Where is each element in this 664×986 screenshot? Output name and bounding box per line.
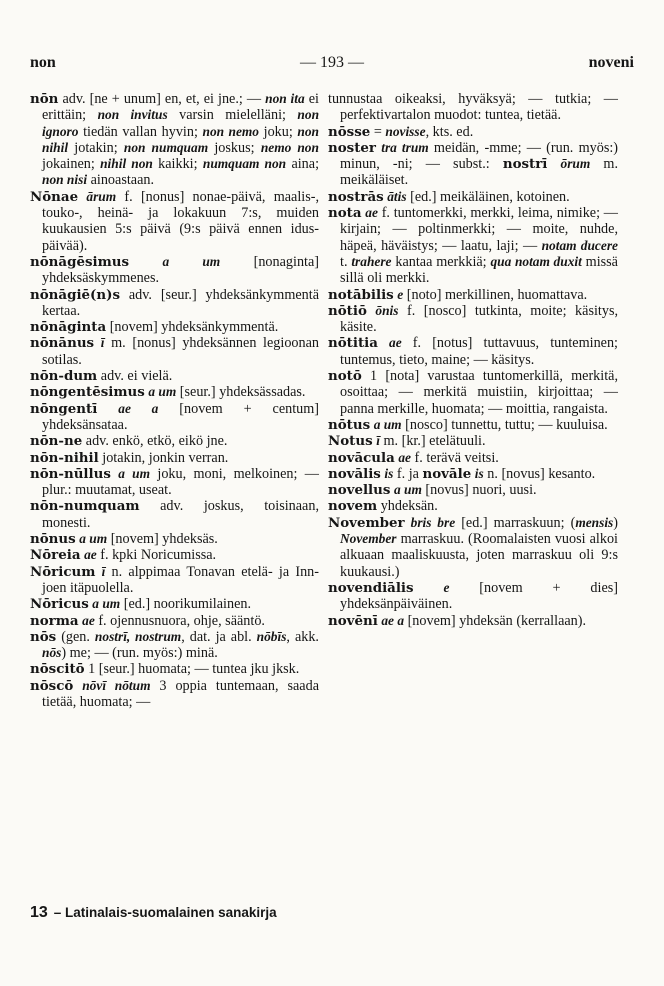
inflection: ae a [118, 400, 159, 416]
definition-text: adv. joskus, toisinaan, monesti. [42, 498, 319, 531]
dictionary-entry [328, 303, 618, 336]
inflection: ī [100, 335, 105, 351]
definition-text: m. meikäläiset. [340, 156, 618, 189]
dictionary-entry [30, 319, 319, 335]
definition-text: m. [nonus] yhdeksännen legioonan sotilas. [42, 335, 320, 368]
inflection: November [340, 531, 397, 547]
definition-text: joskus; [208, 139, 261, 156]
headword: Nōreia [30, 547, 81, 564]
definition-text: tunnustaa oikeaksi, hyväksyä; — tutkia; — perfektivartalon muodot: tuntea, tietää. [328, 91, 618, 124]
definition-text: jotakin, jonkin verran. [98, 449, 229, 466]
headword: nōnāginta [30, 319, 107, 336]
inflection: non ita [265, 91, 305, 106]
inflection: ae [365, 205, 378, 221]
dictionary-entry [30, 254, 319, 287]
inflection: non invitus [97, 107, 168, 123]
inflection: a um [79, 531, 108, 547]
inflection: a um [92, 596, 121, 612]
definition-text: f. [nosco] tutkinta, moite; käsitys, käsite. [340, 302, 619, 336]
inflection: a um [393, 482, 422, 498]
dictionary-entry [30, 287, 319, 320]
definition-text: [ed.] meikäläinen, kotoinen. [406, 188, 570, 205]
definition-text: [seur.] yhdeksässadas. [176, 384, 306, 401]
inflection: notam ducere [541, 237, 618, 253]
inflection: ārum [86, 188, 117, 204]
headword: nōscō [30, 677, 74, 694]
dictionary-entry [30, 678, 319, 711]
definition-text: 1 [seur.] huomata; — tuntea jku jksk. [84, 661, 300, 678]
definition-text: jokainen; [42, 156, 101, 173]
inflection: ae [389, 335, 402, 351]
definition-text: [novem + centum] yhdeksänsataa. [42, 400, 320, 433]
headword: notābilis [328, 286, 394, 303]
definition-text: , kts. ed. [425, 123, 474, 140]
definition-text: f. ja [393, 465, 423, 482]
inflection: ae [398, 449, 411, 465]
dictionary-entry [328, 515, 618, 580]
dictionary-entry [328, 482, 618, 498]
dictionary-entry [328, 287, 618, 303]
dictionary-entry [30, 450, 319, 466]
dictionary-entry [30, 547, 319, 563]
headword: nōnāgēsimus [30, 253, 130, 270]
dictionary-entry [328, 91, 618, 124]
headword: novālis [328, 465, 381, 482]
definition-text: [novus] nuori, uusi. [421, 482, 537, 499]
inflection: non nisi [42, 172, 88, 188]
definition-text: jotakin; [68, 139, 124, 156]
definition-text: ainoastaan. [87, 172, 155, 189]
definition-text: n. alppimaa Tonavan etelä- ja Inn-joen itäpuolella. [42, 563, 320, 596]
definition-text [94, 335, 101, 351]
headword: nōn [30, 91, 59, 107]
definition-text [414, 580, 444, 596]
headword: nōn-ne [30, 433, 83, 450]
headword: nōnānus [30, 335, 95, 352]
definition-text [73, 678, 82, 694]
headword: notō [328, 368, 362, 385]
dictionary-entry [328, 433, 618, 449]
definition-text: [novem] yhdeksäs. [107, 531, 218, 548]
definition-text: f. [notus] tuttavuus, tunteminen; tuntemus, tieto, maine; — käsitys. [340, 335, 618, 368]
headword: nota [328, 205, 362, 222]
dictionary-entry [30, 466, 319, 499]
inflection: e [443, 579, 450, 595]
inflection: mensis [575, 514, 614, 530]
inflection: a um [373, 416, 402, 432]
headword: novāle [422, 465, 472, 482]
definition-text: f. tuntomerkki, merkki, leima, nimike; — kirjain; — poltinmerkki; — moite, nuhde, häpeä, häväistys; — laatu, laji; — [340, 205, 618, 254]
headword: Nōricus [30, 596, 89, 613]
header-last-word: noveni [588, 54, 634, 71]
definition-text: adv. [ne + unum] en, et, ei jne.; — [58, 91, 266, 107]
dictionary-entry [328, 205, 618, 286]
inflection: nōs [42, 645, 62, 661]
dictionary-entry [30, 531, 319, 547]
headword: nōn-numquam [30, 498, 140, 515]
definition-text: [ed.] marraskuun; ( [455, 514, 576, 531]
definition-text: [ed.] noorikumilainen. [120, 596, 252, 613]
definition-text [547, 156, 560, 172]
headword: nōtiō [328, 302, 367, 319]
headword: norma [30, 612, 79, 629]
definition-text: [novem] yhdeksänkymmentä. [106, 319, 279, 336]
dictionary-entry [328, 140, 618, 189]
headword: nōn-nihil [30, 449, 99, 466]
page-number: — 193 — [300, 54, 364, 71]
dictionary-entry [30, 91, 319, 189]
dictionary-entry [328, 498, 618, 514]
headword: Nōnae [30, 188, 79, 205]
definition-text: f. kpki Noricumissa. [96, 547, 217, 564]
dictionary-entry [30, 368, 319, 384]
inflection: nostrī, nostrum [94, 628, 182, 644]
definition-text: = [370, 123, 386, 140]
headword: novendiālis [328, 579, 414, 596]
definition-text: (gen. [56, 628, 95, 645]
dictionary-entry [30, 564, 319, 597]
page-header [30, 54, 634, 76]
definition-text: adv. ei vielä. [97, 368, 173, 385]
inflection: bris bre [410, 514, 456, 530]
headword: nōn-dum [30, 368, 98, 385]
definition-text: adv. [seur.] yhdeksänkymmentä kertaa. [42, 286, 319, 319]
inflection: a um [162, 253, 221, 269]
definition-text: [novem] yhdeksän (kerrallaan). [404, 612, 587, 629]
headword: nōnus [30, 531, 76, 548]
definition-text: aina; [286, 156, 320, 173]
definition-text: missä sillä oli merkki. [340, 253, 618, 287]
headword: noster [328, 139, 376, 156]
inflection: non numquam [123, 139, 209, 155]
inflection: a um [118, 465, 150, 481]
inflection: ōnis [375, 302, 399, 318]
dictionary-entry [328, 450, 618, 466]
headword: Nōricum [30, 563, 96, 580]
headword: nōn-nūllus [30, 465, 111, 482]
definition-text: ) [613, 514, 618, 531]
definition-text: [noto] merkillinen, huomattava. [403, 286, 588, 303]
definition-text: 1 [nota] varustaa tuntomerkillä, merkitä, osoittaa; — merkitä muistiin, kirjoittaa; — panna merkille, huomata; — moittia, rangaista. [340, 368, 618, 417]
headword: nōsse [328, 123, 371, 140]
inflection: a um [148, 384, 177, 400]
headword: Notus [328, 433, 373, 450]
inflection: novisse [385, 123, 426, 139]
inflection: non ignoro [42, 107, 320, 139]
inflection: ae [82, 612, 95, 628]
definition-text: [novem + dies] yhdeksänpäiväinen. [340, 579, 619, 613]
page-footer [30, 904, 277, 922]
definition-text: , akk. [286, 628, 319, 645]
headword: nōnāgiē(n)s [30, 286, 120, 303]
headword: nōngentēsimus [30, 384, 145, 401]
dictionary-entry [30, 661, 319, 677]
definition-text: [nosco] tunnettu, tuttu; — kuuluisa. [401, 416, 608, 433]
headword: nōscitō [30, 661, 85, 678]
dictionary-entry [30, 189, 319, 254]
inflection: ātis [387, 188, 407, 204]
definition-text: f. terävä veitsi. [410, 449, 499, 466]
definition-text: yhdeksän. [377, 498, 438, 515]
inflection: non nihil [42, 123, 319, 155]
signature-number: 13 [30, 904, 48, 921]
dictionary-entry [30, 629, 319, 662]
inflection: tra trum [381, 139, 429, 155]
dictionary-entry [328, 368, 618, 417]
headword: nōtus [328, 416, 371, 433]
inflection: nōvī nōtum [82, 677, 151, 693]
dictionary-entry [328, 613, 618, 629]
definition-text: joku; [259, 123, 298, 140]
inflection: ōrum [560, 156, 591, 172]
headword: novācula [328, 449, 395, 466]
definition-text [378, 335, 389, 351]
headword: nostrās [328, 188, 384, 205]
inflection: nihil non [100, 156, 153, 172]
dictionary-entry [328, 335, 618, 368]
headword: nostrī [502, 156, 548, 173]
inflection: qua notam duxit [490, 253, 582, 269]
inflection: trahere [351, 253, 392, 269]
dictionary-entry [328, 466, 618, 482]
dictionary-entry [328, 189, 618, 205]
definition-text: f. ojennusnuora, ohje, sääntö. [94, 612, 265, 629]
inflection: ī [101, 563, 106, 579]
definition-text: meidän, -mme; — (run. myös:) minun, -ni; — subst.: [340, 139, 619, 173]
headword: novem [328, 498, 378, 515]
headword: novellus [328, 482, 391, 499]
dictionary-entry [30, 498, 319, 531]
definition-text: varsin mielelläni; [167, 107, 298, 124]
inflection: non nemo [202, 123, 260, 139]
inflection: is [474, 465, 484, 481]
definition-text: ei erittäin; [42, 91, 319, 124]
headword: novēnī [328, 612, 378, 629]
definition-text: kantaa merkkiä; [391, 253, 491, 270]
dictionary-entry [328, 580, 618, 613]
dictionary-entry [30, 433, 319, 449]
definition-text: m. [kr.] etelätuuli. [379, 433, 486, 450]
dictionary-entry [30, 613, 319, 629]
inflection: nōbīs [256, 628, 287, 644]
dictionary-entry [30, 384, 319, 400]
inflection: ī [376, 433, 380, 449]
definition-text [97, 401, 118, 417]
right-column [328, 91, 618, 629]
definition-text: adv. enkö, etkö, eikö jne. [82, 433, 228, 450]
dictionary-entry [328, 124, 618, 140]
definition-text: marraskuu. (Roomalaisten vuosi alkoi alkuaan maaliskuusta, joten marraskuu oli 9:s kuukausi.) [340, 531, 618, 580]
headword: nōngentī [30, 400, 98, 417]
definition-text: , dat. ja abl. [181, 628, 257, 645]
inflection: is [384, 465, 394, 481]
definition-text: n. [novus] kesanto. [483, 465, 596, 482]
definition-text: tiedän vallan hyvin; [78, 123, 203, 140]
definition-text: ) me; — (run. myös:) minä. [61, 645, 218, 662]
inflection: e [397, 286, 404, 302]
definition-text [129, 254, 162, 270]
dictionary-entry [328, 417, 618, 433]
left-column [30, 91, 319, 710]
dictionary-entry [30, 401, 319, 434]
headword: nōtitia [328, 335, 378, 352]
definition-text: joku, moni, melkoinen; — plur.: muutamat, useat. [42, 465, 319, 499]
definition-text: kaikki; [152, 156, 203, 173]
inflection: ae [84, 547, 97, 563]
dictionary-entry [30, 335, 319, 368]
definition-text: [nonaginta] yhdeksäskymmenes. [42, 253, 319, 287]
inflection: nemo non [260, 139, 319, 155]
dictionary-entry [30, 596, 319, 612]
definition-text: 3 oppia tuntemaan, saada tietää, huomata; — [42, 677, 319, 710]
book-title: – Latinalais-suomalainen sanakirja [53, 905, 277, 920]
headword: nōs [30, 628, 57, 645]
header-first-word: non [30, 54, 56, 71]
inflection: numquam non [202, 156, 287, 172]
inflection: ae a [381, 612, 405, 628]
definition-text: t. [340, 253, 352, 270]
headword: November [328, 514, 405, 531]
definition-text: f. [nonus] nonae-päivä, maalis-, touko-, heinä- ja lokakuun 7:s, muiden kuukausien 5:s päivä (9:s päivä ennen idus-päivää). [42, 188, 319, 254]
